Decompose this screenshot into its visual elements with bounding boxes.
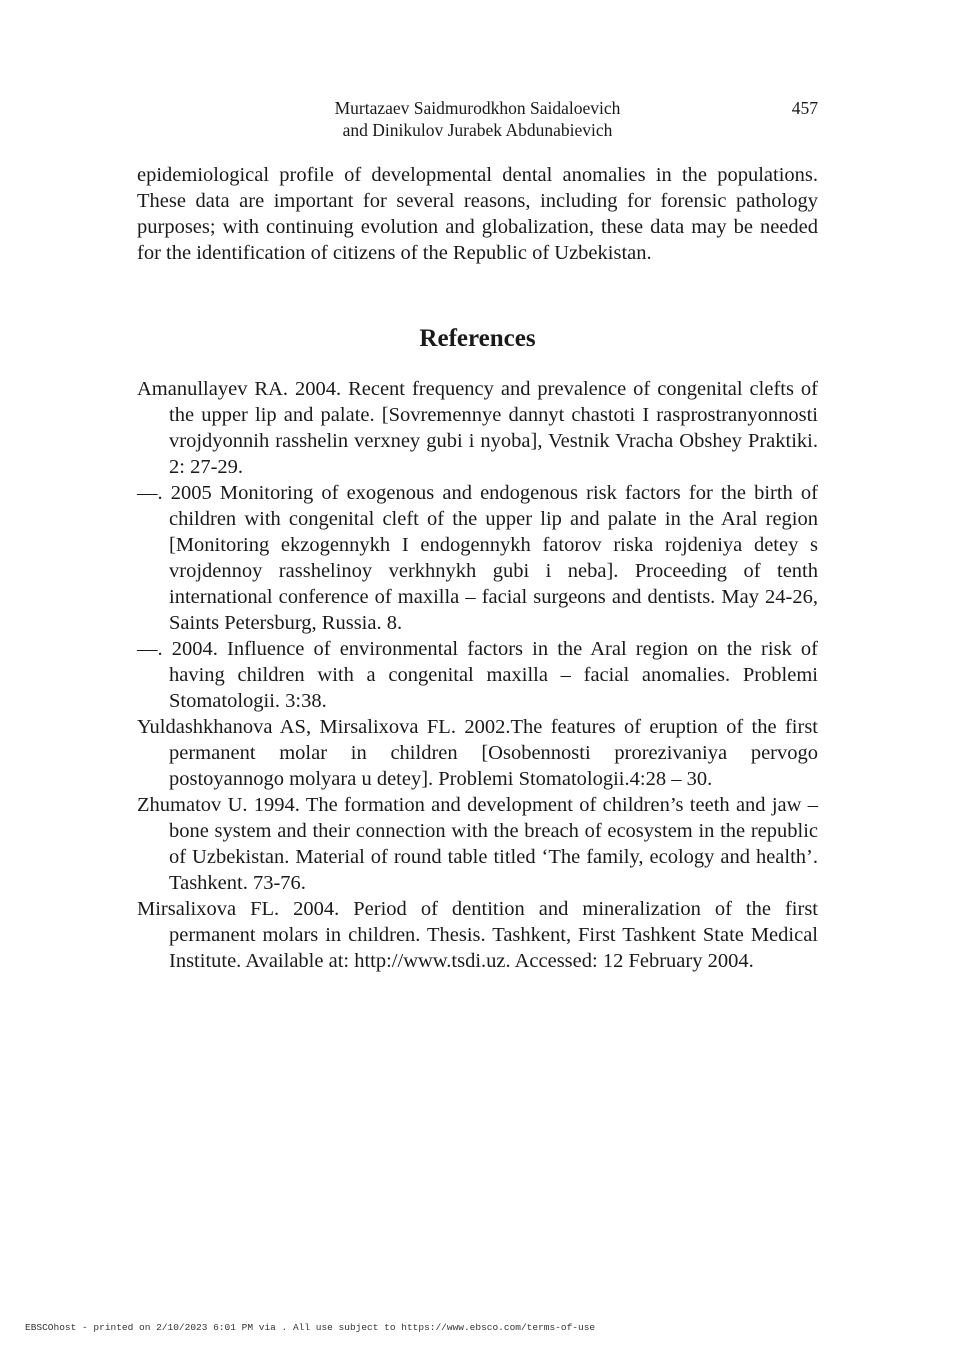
running-head — [137, 97, 818, 141]
running-head-authors-line2: and Dinikulov Jurabek Abdunabievich — [342, 120, 613, 140]
reference-item: Yuldashkhanova AS, Mirsalixova FL. 2002.The features of eruption of the first permanent molar in children [Osobennosti prorezivaniya pervogo postoyannogo molyara u detey]. Problemi Stomatologii.4:28 – 30. — [137, 716, 818, 790]
references-heading: References — [419, 325, 536, 352]
reference-item: —. 2004. Influence of environmental factors in the Aral region on the risk of having children with a congenital maxilla – facial anomalies. Problemi Stomatologii. 3:38. — [137, 638, 818, 712]
reference-item: —. 2005 Monitoring of exogenous and endogenous risk factors for the birth of children with congenital cleft of the upper lip and palate in the Aral region [Monitoring ekzogennykh I endogennykh fatorov riska rojdeniya detey s vrojdennoy rasshelinoy verkhnykh gubi i neba]. Proceeding of tenth international conference of maxilla – facial surgeons and dentists. May 24-26, Saints Petersburg, Russia. 8. — [137, 482, 818, 634]
reference-item: Zhumatov U. 1994. The formation and development of children’s teeth and jaw – bone system and their connection with the breach of ecosystem in the republic of Uzbekistan. Material of round table titled ‘The family, ecology and health’. Tashkent. 73-76. — [137, 794, 818, 894]
ebsco-footer: EBSCOhost - printed on 2/10/2023 6:01 PM via . All use subject to https://www.ebsco.com/terms-of-use — [25, 1322, 596, 1333]
body-paragraph: epidemiological profile of developmental dental anomalies in the populations. These data are important for several reasons, including for forensic pathology purposes; with continuing evolution and globalization, these data may be needed for the identification of citizens of the Republic of Uzbekistan. — [137, 164, 818, 264]
reference-item: Mirsalixova FL. 2004. Period of dentition and mineralization of the first permanent molars in children. Thesis. Tashkent, First Tashkent State Medical Institute. Available at: http://www.tsdi.uz. Accessed: 12 February 2004. — [137, 898, 818, 972]
reference-item: Amanullayev RA. 2004. Recent frequency and prevalence of congenital clefts of the upper lip and palate. [Sovremennye dannyt chastoti I rasprostranyonnosti vrojdyonnih rasshelin verxney gubi i nyoba], Vestnik Vracha Obshey Praktiki. 2: 27-29. — [137, 378, 818, 478]
page-number: 457 — [791, 98, 818, 118]
references-list — [137, 376, 818, 974]
running-head-authors-line1: Murtazaev Saidmurodkhon Saidaloevich — [334, 98, 621, 118]
